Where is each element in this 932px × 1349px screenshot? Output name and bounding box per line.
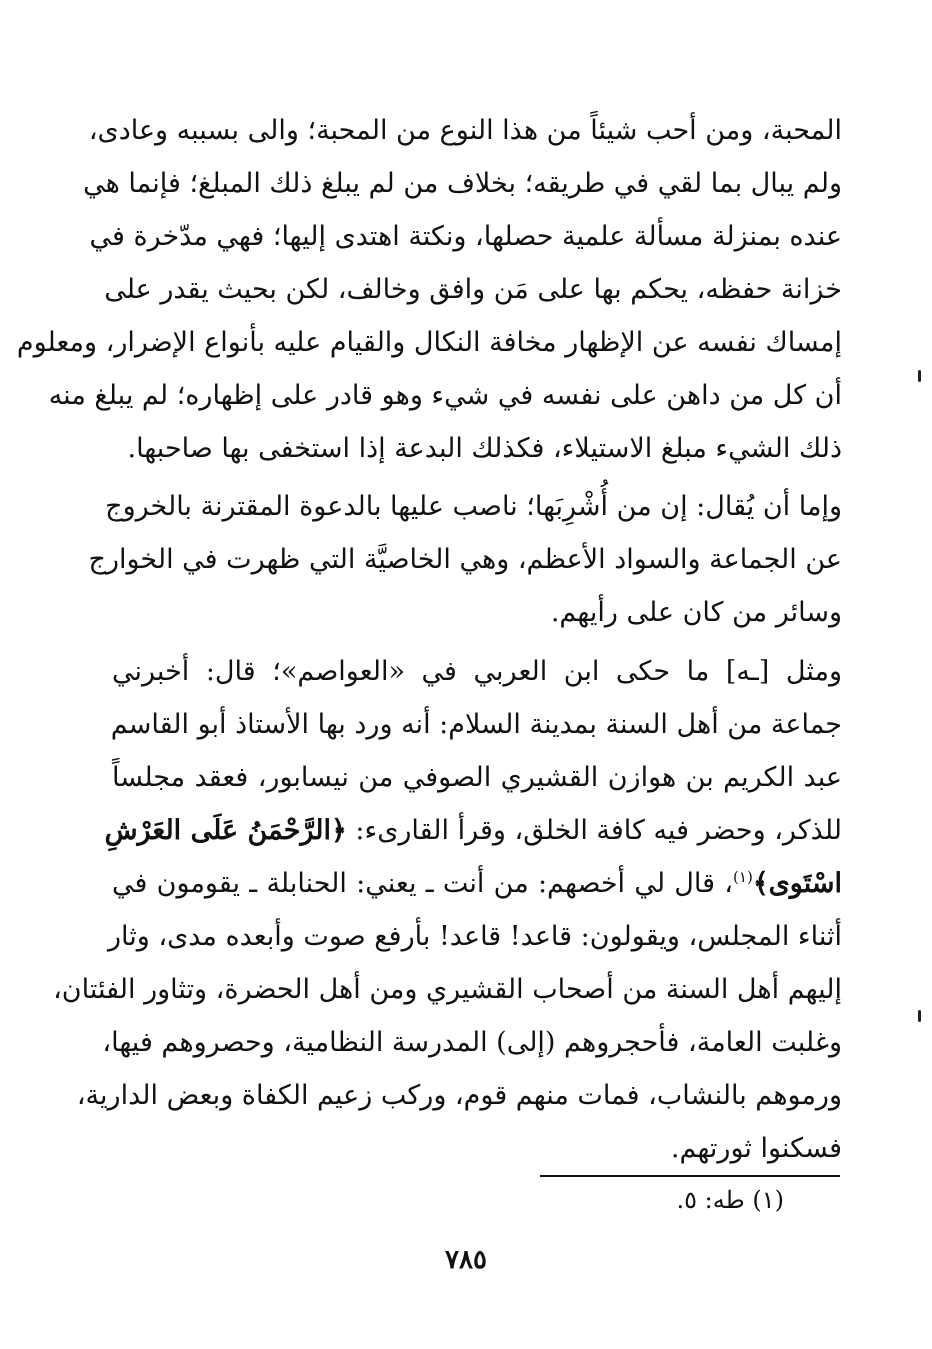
- page-number: ٧٨٥: [445, 1245, 487, 1275]
- text-line: عن الجماعة والسواد الأعظم، وهي الخاصيَّة التي ظهرت في الخوارج: [88, 544, 842, 575]
- text-line: [104, 804, 842, 857]
- paragraph-3: [53, 645, 842, 1175]
- text-segment: للذكر، وحضر فيه كافة الخلق، وقرأ القارىء:: [346, 815, 842, 846]
- text-line: إمساك نفسه عن الإظهار مخافة النكال والقيام عليه بأنواع الإضرار، ومعلوم: [16, 327, 842, 358]
- quran-verse: اسْتَوى﴾: [752, 868, 842, 899]
- text-line: عبد الكريم بن هوازن القشيري الصوفي من نيسابور، فعقد مجلساً: [112, 762, 842, 793]
- text-line: [112, 857, 842, 910]
- text-line: خزانة حفظه، يحكم بها على مَن وافق وخالف، لكن بحيث يقدر على: [104, 274, 842, 305]
- margin-mark: [918, 1010, 921, 1022]
- paragraph-1: [16, 104, 842, 475]
- text-line: أن كل من داهن على نفسه في شيء وهو قادر على إظهاره؛ لم يبلغ منه: [48, 380, 842, 411]
- text-segment: ، قال لي أخصهم: من أنت ـ يعني: الحنابلة ـ يقومون في: [112, 868, 734, 899]
- text-line: عنده بمنزلة مسألة علمية حصلها، ونكتة اهتدى إليها؛ فهي مدّخرة في: [89, 221, 842, 252]
- text-line: إليهم أهل السنة من أصحاب القشيري ومن أهل الحضرة، وتثاور الفئتان،: [53, 974, 842, 1005]
- text-line: ومثل [ـه] ما حكى ابن العربي في «العواصم»؛ قال: أخبرني: [112, 656, 842, 687]
- text-line: جماعة من أهل السنة بمدينة السلام: أنه ورد بها الأستاذ أبو القاسم: [110, 709, 842, 740]
- text-line: المحبة، ومن أحب شيئاً من هذا النوع من المحبة؛ والى بسببه وعادى،: [88, 115, 842, 146]
- text-line: ولم يبال بما لقي في طريقه؛ بخلاف من لم يبلغ ذلك المبلغ؛ فإنما هي: [83, 168, 842, 199]
- text-line: وغلبت العامة، فأحجروهم (إلى) المدرسة النظامية، وحصروهم فيها،: [102, 1027, 842, 1058]
- footnote: (١) طه: ٥.: [676, 1186, 784, 1214]
- text-line: وإما أن يُقال: إن من أُشْرِبَها؛ ناصب عليها بالدعوة المقترنة بالخروج: [105, 491, 842, 522]
- footnote-divider: [540, 1175, 840, 1177]
- margin-mark: [918, 370, 921, 382]
- text-line: أثناء المجلس، ويقولون: قاعد! قاعد! بأرفع صوت وأبعده مدى، وثار: [107, 921, 842, 952]
- text-line: ذلك الشيء مبلغ الاستيلاء، فكذلك البدعة إذا استخفى بها صاحبها.: [127, 433, 842, 464]
- quran-verse: ﴿الرَّحْمَنُ عَلَى العَرْشِ: [104, 815, 347, 846]
- text-line: وسائر من كان على رأيهم.: [550, 597, 842, 628]
- text-line: فسكنوا ثورتهم.: [670, 1133, 842, 1164]
- text-line: ورموهم بالنشاب، فمات منهم قوم، وركب زعيم الكفاة وبعض الدارية،: [76, 1080, 842, 1111]
- footnote-reference[interactable]: (١): [733, 868, 753, 886]
- paragraph-2: [88, 480, 842, 639]
